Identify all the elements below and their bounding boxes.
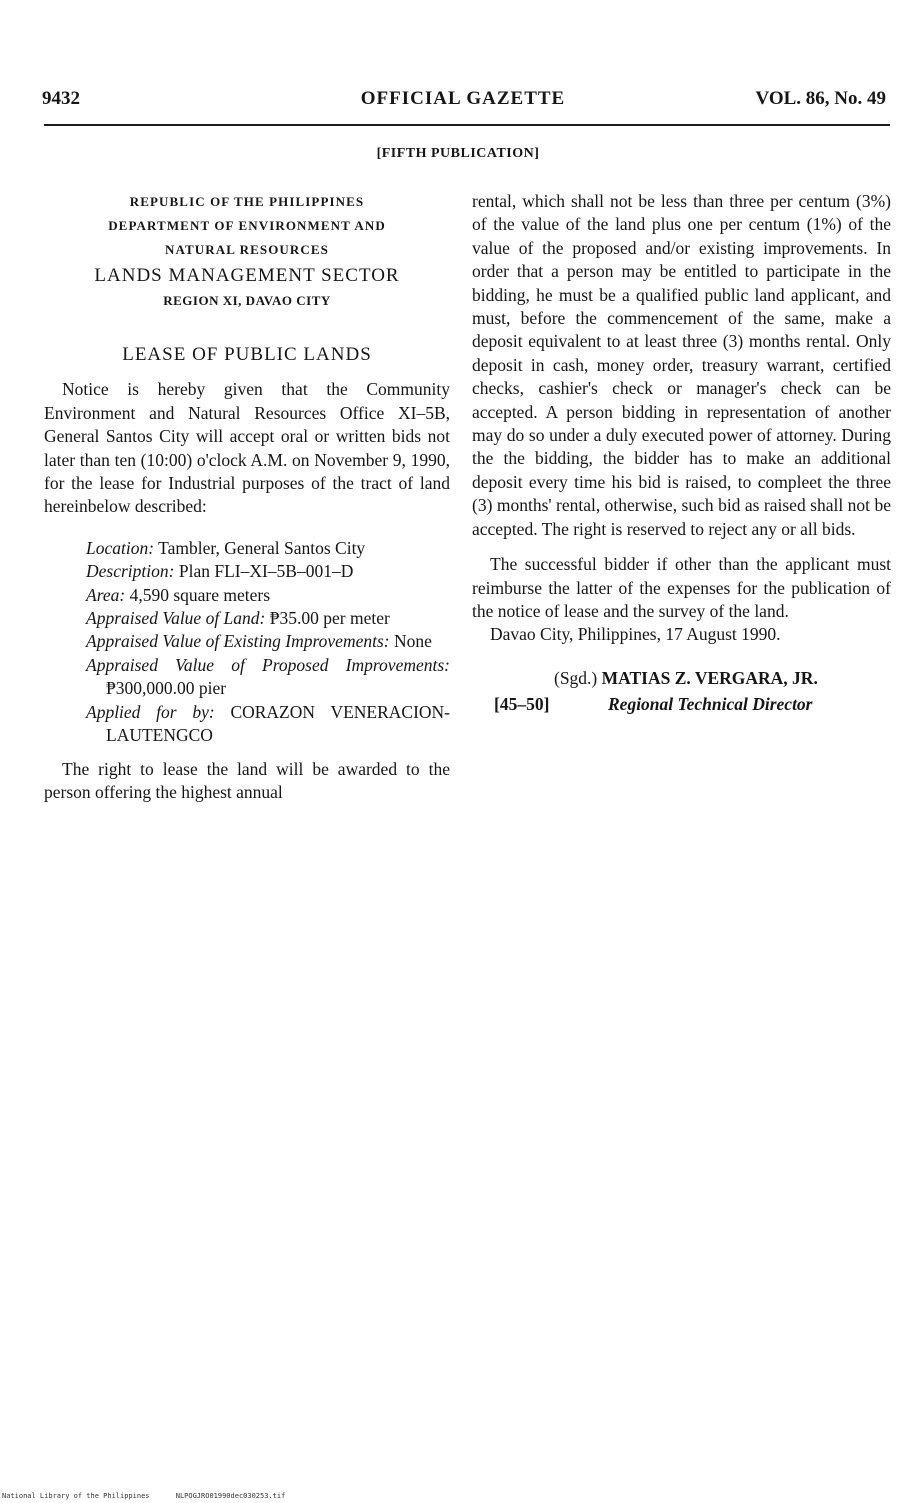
agency-department: DEPARTMENT OF ENVIRONMENT AND bbox=[108, 218, 386, 233]
place-date: Davao City, Philippines, 17 August 1990. bbox=[490, 624, 781, 645]
sgd-mark: (Sgd.) bbox=[554, 667, 598, 688]
header-rule bbox=[44, 124, 890, 126]
volume-info: VOL. 86, No. 49 bbox=[755, 88, 886, 109]
gazette-title: OFFICIAL GAZETTE bbox=[360, 88, 566, 109]
land-details bbox=[44, 537, 450, 748]
detail-existing-improvements bbox=[86, 630, 450, 653]
detail-location bbox=[86, 537, 450, 560]
notice-title: LEASE OF PUBLIC LANDS bbox=[122, 344, 372, 365]
detail-value: CORAZON VENERACION-LAUTENGCO bbox=[106, 701, 451, 746]
publication-mark: [FIFTH PUBLICATION] bbox=[376, 146, 540, 161]
award-paragraph-continued: rental, which shall not be less than three per centum (3%) of the value of the land plus one per centum (1%) of the value of the proposed and/or existing improvements. In order that a person may be entitled to participate in the bidding, he must be a qualified public land applicant, and must, before the commencement of the same, make a deposit equivalent to at least three (3) months rental. Only deposit in cash, money order, treasury warrant, certified checks, cashier's check or manager's check can be accepted. A person bidding in representation of another may do so under a duly executed power of attorney. During the the bidding, the bidder has to make an additional deposit every time his bid is raised, to compleet the three (3) months' rental, otherwise, such bid as raised shall not be accepted. The right is reserved to reject any or all bids. bbox=[472, 191, 891, 539]
detail-label: Description: bbox=[86, 561, 175, 582]
agency-sector: LANDS MANAGEMENT SECTOR bbox=[94, 265, 400, 286]
footer-library: National Library of the Philippines bbox=[2, 1492, 150, 1500]
notice-intro: Notice is hereby given that the Community Environment and Natural Resources Office XI–5B, General Santos City will accept oral or written bids not later than ten (10:00) o'clock A.M. on November 9, 1990, for the lease for Industrial purposes of the tract of land hereinbelow described: bbox=[44, 379, 450, 517]
running-head bbox=[40, 88, 886, 116]
detail-value: 4,590 square meters bbox=[129, 584, 271, 605]
detail-applicant bbox=[86, 701, 451, 748]
detail-label: Appraised Value of Existing Improvements: bbox=[86, 631, 390, 652]
detail-label: Appraised Value of Proposed Improvements: bbox=[86, 654, 450, 675]
detail-area bbox=[86, 584, 450, 607]
award-paragraph-start: The right to lease the land will be awarded to the person offering the highest annual bbox=[44, 758, 450, 802]
detail-label: Appraised Value of Land: bbox=[86, 608, 266, 629]
left-column bbox=[44, 190, 450, 804]
agency-republic: REPUBLIC OF THE PHILIPPINES bbox=[129, 194, 365, 209]
detail-label: Area: bbox=[86, 584, 126, 605]
footer-file: NLPOGJRO01990dec030253.tif bbox=[175, 1492, 286, 1500]
agency-region: REGION XI, DAVAO CITY bbox=[163, 293, 331, 308]
detail-proposed-improvements bbox=[86, 654, 450, 701]
detail-label: Applied for by: bbox=[86, 701, 215, 722]
detail-value: ₱35.00 per meter bbox=[269, 608, 390, 629]
detail-label: Location: bbox=[86, 537, 155, 558]
agency-heading bbox=[44, 190, 450, 313]
detail-value: None bbox=[393, 631, 432, 652]
scan-footer bbox=[2, 1492, 307, 1500]
publication-reference: [45–50] bbox=[494, 693, 550, 714]
detail-land-value bbox=[86, 607, 450, 630]
signature-block bbox=[472, 667, 891, 719]
detail-value: ₱300,000.00 pier bbox=[106, 678, 227, 699]
detail-value: Tambler, General Santos City bbox=[158, 537, 366, 558]
page-number: 9432 bbox=[42, 88, 80, 109]
detail-value: Plan FLI–XI–5B–001–D bbox=[178, 561, 354, 582]
right-column bbox=[472, 190, 891, 719]
agency-natural-resources: NATURAL RESOURCES bbox=[164, 242, 330, 257]
signature-line bbox=[554, 667, 818, 690]
reimburse-paragraph: The successful bidder if other than the applicant must reimburse the latter of the expenses for the publication of the notice of lease and the survey of the land. bbox=[472, 554, 891, 621]
signer-name: MATIAS Z. VERGARA, JR. bbox=[601, 667, 818, 688]
detail-description bbox=[86, 560, 450, 583]
signer-title: Regional Technical Director bbox=[608, 693, 813, 714]
